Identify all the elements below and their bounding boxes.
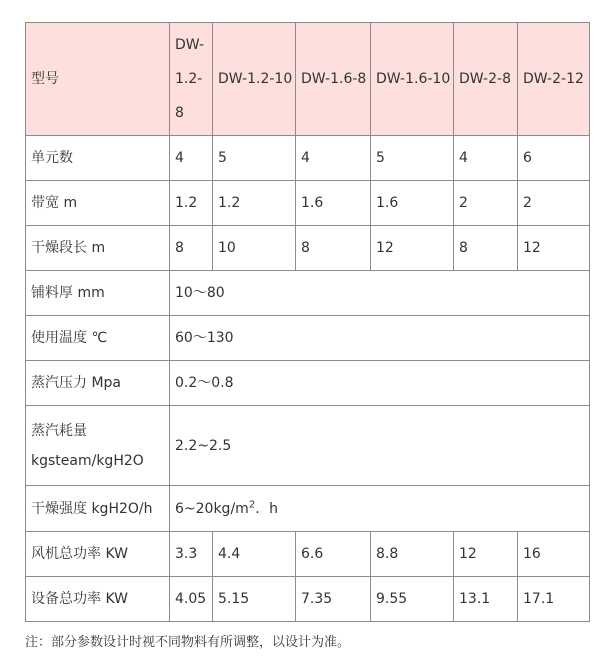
table-cell: 3.3 [170, 532, 213, 577]
table-cell: 8 [170, 226, 213, 271]
table-cell: 60～130 [170, 316, 590, 361]
header-cell: DW-2-12 [518, 23, 590, 136]
table-cell: 0.2～0.8 [170, 361, 590, 406]
table-cell: 4.05 [170, 577, 213, 622]
row-label: 干燥段长 m [26, 226, 170, 271]
table-cell: 17.1 [518, 577, 590, 622]
table-cell: 10 [213, 226, 296, 271]
table-cell: 4.4 [213, 532, 296, 577]
table-cell: 5 [371, 136, 454, 181]
value-text: 6~20kg/m [175, 500, 249, 517]
row-label: 设备总功率 KW [26, 577, 170, 622]
value-text: ．h [255, 500, 279, 517]
table-cell: 4 [296, 136, 371, 181]
table-row [26, 577, 590, 622]
row-label: 铺料厚 mm [26, 271, 170, 316]
table-row [26, 486, 590, 532]
row-label [26, 406, 170, 486]
table-cell: 2 [454, 181, 518, 226]
table-cell: 4 [170, 136, 213, 181]
table-cell: 2.2~2.5 [170, 406, 590, 486]
table-row [26, 406, 590, 486]
table-cell: 13.1 [454, 577, 518, 622]
table-row [26, 181, 590, 226]
header-cell: DW-1.2-8 [170, 23, 213, 136]
row-label: 带宽 m [26, 181, 170, 226]
table-cell: 16 [518, 532, 590, 577]
header-cell: DW-1.6-8 [296, 23, 371, 136]
table-cell: 10～80 [170, 271, 590, 316]
header-cell: DW-1.6-10 [371, 23, 454, 136]
table-row [26, 532, 590, 577]
superscript: 2 [248, 498, 256, 510]
table-row [26, 361, 590, 406]
table-cell: 7.35 [296, 577, 371, 622]
table-cell: 4 [454, 136, 518, 181]
table-cell: 6 [518, 136, 590, 181]
table-cell: 1.2 [170, 181, 213, 226]
row-label: 单元数 [26, 136, 170, 181]
row-label-line: 蒸汽耗量 [31, 422, 87, 439]
spec-table [25, 22, 590, 622]
table-cell: 5.15 [213, 577, 296, 622]
row-label: 风机总功率 KW [26, 532, 170, 577]
table-row [26, 316, 590, 361]
table-cell: 1.2 [213, 181, 296, 226]
table-row [26, 136, 590, 181]
footnote: 注：部分参数设计时视不同物料有所调整，以设计为准。 [25, 635, 351, 650]
table-cell: 1.6 [296, 181, 371, 226]
table-cell: 6.6 [296, 532, 371, 577]
table-cell: 12 [454, 532, 518, 577]
row-label: 蒸汽压力 Mpa [26, 361, 170, 406]
table-cell: 2 [518, 181, 590, 226]
header-cell: DW-1.2-10 [213, 23, 296, 136]
table-cell: 8.8 [371, 532, 454, 577]
header-cell: DW-2-8 [454, 23, 518, 136]
table-cell: 1.6 [371, 181, 454, 226]
table-cell [170, 486, 590, 532]
table-cell: 8 [296, 226, 371, 271]
header-cell: 型号 [26, 23, 170, 136]
row-label-line: kgsteam/kgH2O [31, 452, 144, 469]
table-cell: 8 [454, 226, 518, 271]
table-row [26, 226, 590, 271]
row-label: 干燥强度 kgH2O/h [26, 486, 170, 532]
table-cell: 9.55 [371, 577, 454, 622]
table-cell: 12 [371, 226, 454, 271]
table-cell: 5 [213, 136, 296, 181]
table-cell: 12 [518, 226, 590, 271]
table-row [26, 271, 590, 316]
header-row [26, 23, 590, 136]
row-label: 使用温度 ℃ [26, 316, 170, 361]
